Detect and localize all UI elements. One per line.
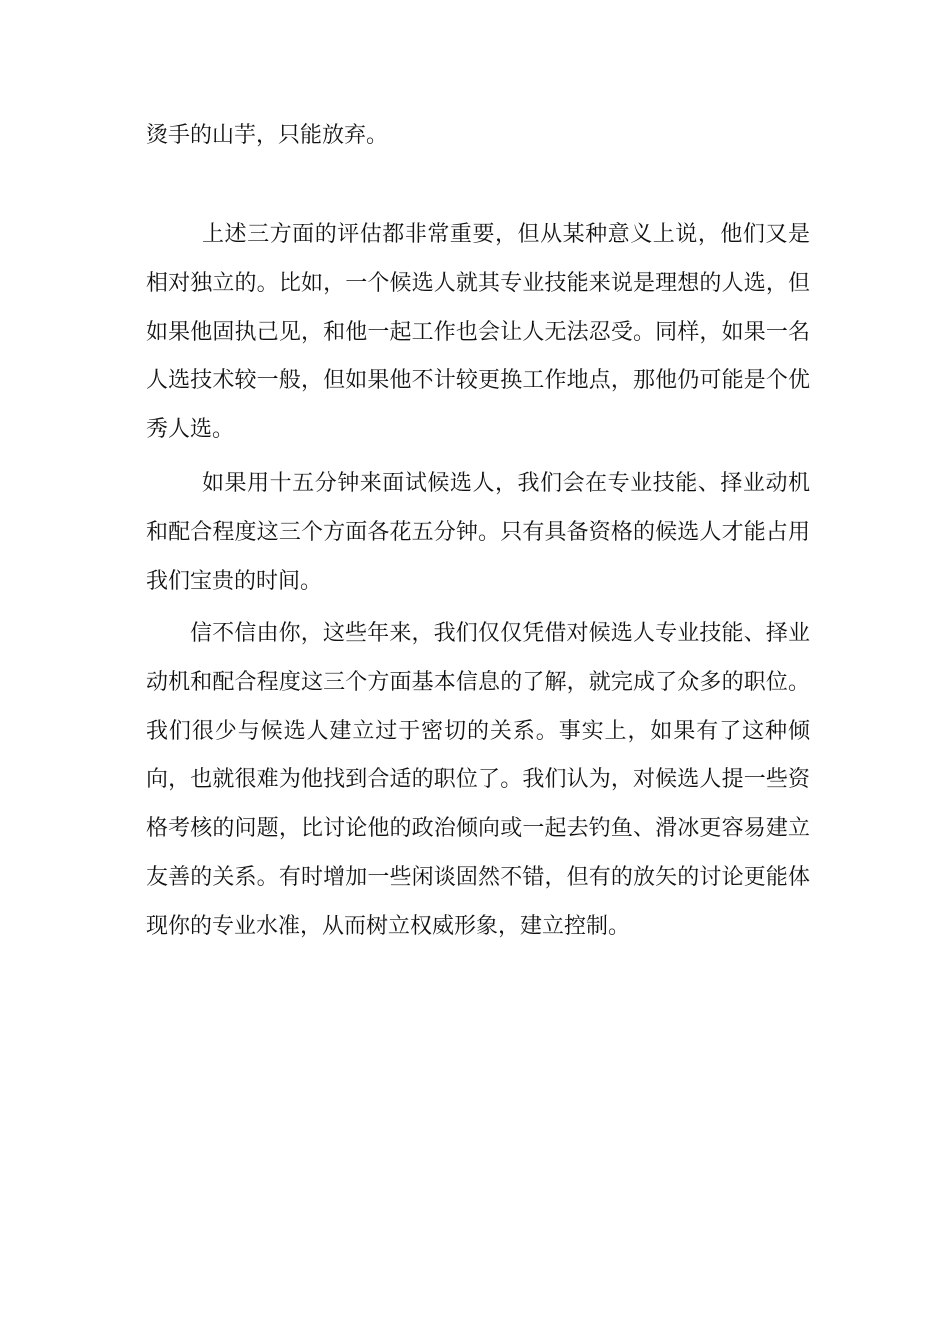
paragraph-professional-relationship: 信不信由你，这些年来，我们仅仅凭借对候选人专业技能、择业动机和配合程度这三个方面基本信息的了解，就完成了众多的职位。我们很少与候选人建立过于密切的关系。事实上，如果有了这种倾向，也就很难为他找到合适的职位了。我们认为，对候选人提一些资格考核的问题，比讨论他的政治倾向或一起去钓鱼、滑冰更容易建立友善的关系。有时增加一些闲谈固然不错，但有的放矢的讨论更能体现你的专业水准，从而树立权威形象，建立控制。 [146, 621, 810, 939]
paragraph-evaluation-independence: 上述三方面的评估都非常重要，但从某种意义上说，他们又是相对独立的。比如，一个候选人就其专业技能来说是理想的人选，但如果他固执己见，和他一起工作也会让人无法忍受。同样，如果一名人选技术较一般，但如果他不计较更换工作地点，那他仍可能是个优秀人选。 [146, 222, 810, 443]
paragraph-interview-time: 如果用十五分钟来面试候选人，我们会在专业技能、择业动机和配合程度这三个方面各花五分钟。只有具备资格的候选人才能占用我们宝贵的时间。 [146, 471, 810, 594]
paragraph-continuation: 烫手的山芋，只能放弃。 [146, 123, 389, 148]
